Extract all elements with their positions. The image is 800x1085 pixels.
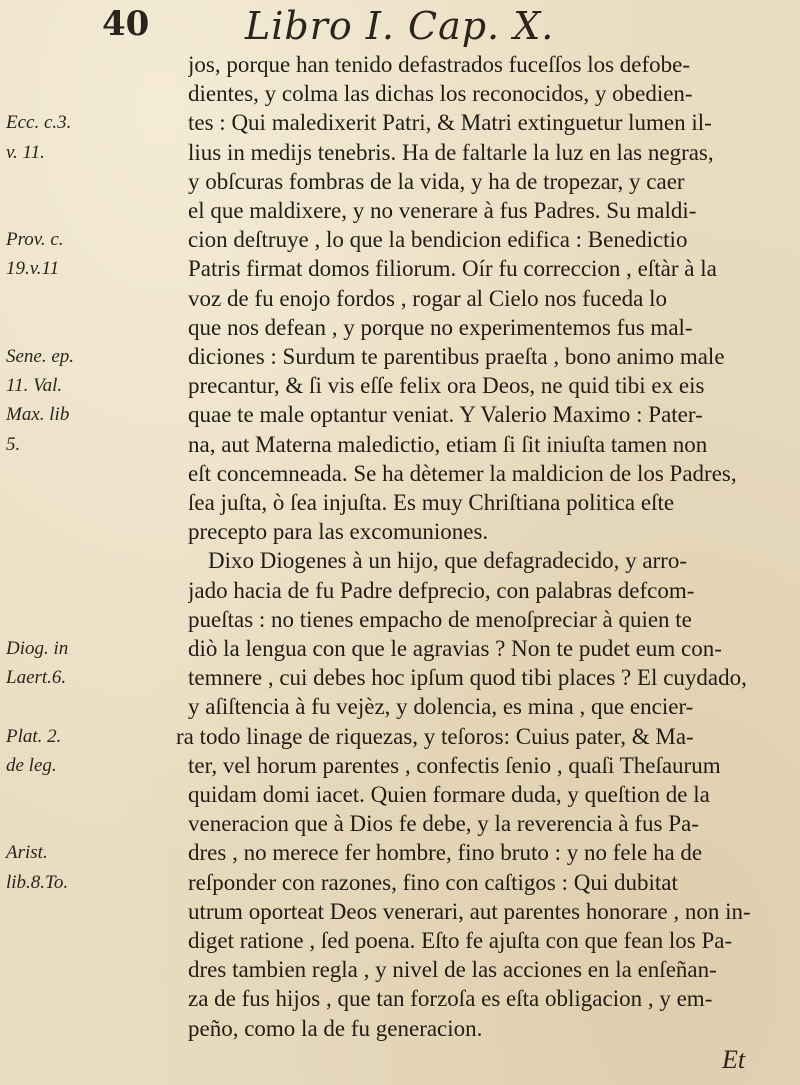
text-line: utrum oporteat Deos venerari, aut parentes honorare , non in- (188, 898, 751, 924)
margin-note: v. 11. (6, 141, 45, 163)
text-line: peño, como la de fu generacion. (188, 1015, 483, 1041)
running-head: Libro I. Cap. X. (245, 4, 555, 48)
text-line: ra todo linage de riquezas, y teſoros: Cuius pater, & Ma- (176, 723, 694, 749)
text-line: Patris firmat domos filiorum. Oír fu correccion , eſtàr à la (188, 256, 717, 282)
text-line: y aſiſtencia à fu vejèz, y dolencia, es mina , que encier- (188, 694, 694, 720)
text-line: ſea juſta, ò ſea injuſta. Es muy Chriſtiana politica eſte (188, 490, 675, 515)
text-line: que nos defean , y porque no experimentemos fus mal- (188, 314, 693, 340)
text-line: pueſtas : no tienes empacho de menoſpreciar à quien te (188, 606, 692, 632)
text-line: el que maldixere, y no venerare à fus Padres. Su maldi- (188, 198, 697, 223)
margin-note: lib.8.To. (6, 871, 69, 893)
text-line: precepto para las excomuniones. (188, 519, 489, 545)
text-line: lius in medijs tenebris. Ha de faltarle la luz en las negras, (188, 139, 714, 165)
margin-note: Laert.6. (6, 667, 67, 689)
margin-note: Arist. (6, 842, 48, 864)
text-line: dientes, y colma las dichas los reconocidos, y obedien- (188, 81, 693, 107)
margin-note: de leg. (6, 754, 57, 776)
text-line: diò la lengua con que le agravias ? Non te pudet eum con- (188, 636, 722, 661)
margin-note: Diog. in (6, 638, 69, 659)
text-line: veneracion que à Dios fe debe, y la reverencia à fus Pa- (188, 811, 699, 837)
margin-note: Max. lib (6, 404, 70, 426)
text-line: diget ratione , ſed poena. Eſto fe ajuſta con que fean los Pa- (188, 928, 733, 953)
text-line: na, aut Materna maledictio, etiam ſi ſit iniuſta tamen non (188, 431, 708, 457)
catchword: Et (722, 1044, 746, 1074)
text-line: Dixo Diogenes à un hijo, que defagradecido, y arro- (208, 548, 688, 574)
text-line: jos, porque han tenido defastrados fuceſſos los defobe- (188, 52, 691, 77)
text-line: voz de fu enojo fordos , rogar al Cielo nos fuceda lo (188, 285, 668, 311)
text-line: temnere , cui debes hoc ipſum quod tibi places ? El cuydado, (188, 665, 747, 691)
margin-note: 11. Val. (6, 375, 63, 397)
text-line: quae te male optantur veniat. Y Valerio Maximo : Pater- (188, 402, 703, 428)
margin-note: 5. (6, 433, 21, 455)
page-number: 40 (102, 4, 150, 44)
text-line: jado hacia de fu Padre defprecio, con palabras defcom- (188, 577, 695, 603)
text-line: eſt concemneada. Se ha dètemer la maldicion de los Padres, (188, 460, 737, 486)
text-line: reſponder con razones, fino con caſtigos : Qui dubitat (188, 869, 678, 895)
text-line: y obſcuras fombras de la vida, y ha de tropezar, y caer (188, 168, 685, 194)
margin-note: Plat. 2. (6, 725, 62, 747)
margin-note: 19.v.11 (6, 258, 60, 280)
text-line: cion deſtruye , lo que la bendicion edifica : Benedictio (188, 227, 688, 253)
text-line: ter, vel horum parentes , confectis ſenio , quaſi Theſaurum (188, 752, 721, 778)
text-line: dres , no merece fer hombre, fino bruto : y no fele ha de (188, 840, 703, 866)
text-line: quidam domi iacet. Quien formare duda, y queſtion de la (188, 782, 710, 807)
text-line: dres tambien regla , y nivel de las acciones en la enſeñan- (188, 957, 717, 983)
margin-note: Sene. ep. (6, 346, 75, 367)
text-line: tes : Qui maledixerit Patri, & Matri extinguetur lumen il- (188, 110, 712, 136)
margin-note: Prov. c. (6, 229, 64, 251)
text-line: precantur, & ſi vis eſſe felix ora Deos, ne quid tibi ex eis (188, 373, 705, 399)
text-line: za de fus hijos , que tan forzoſa es eſta obligacion , y em- (188, 986, 713, 1012)
text-line: diciones : Surdum te parentibus praeſta , bono animo male (188, 344, 725, 369)
margin-note: Ecc. c.3. (6, 112, 72, 134)
